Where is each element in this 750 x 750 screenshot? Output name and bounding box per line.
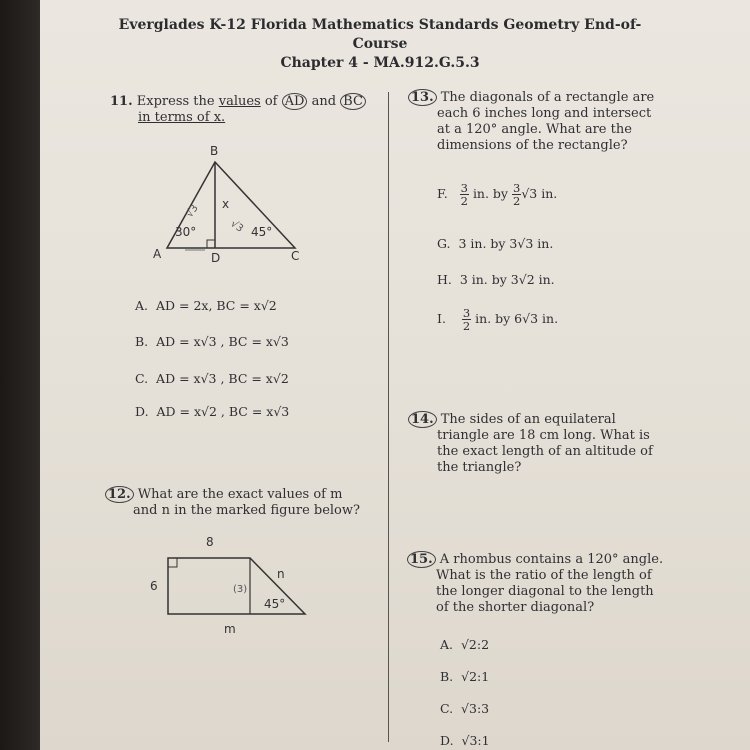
question-text: and xyxy=(307,94,341,109)
choice-text: AD = x√2 , BC = x√3 xyxy=(156,404,290,419)
label-d: D xyxy=(211,251,221,265)
label-n: n xyxy=(277,567,285,581)
header-subtitle: Chapter 4 - MA.912.G.5.3 xyxy=(280,55,480,71)
handwritten-note: √3 xyxy=(184,202,201,220)
question-15 xyxy=(407,552,697,616)
choice-text: √2:1 xyxy=(461,669,490,684)
q15-choice-a[interactable] xyxy=(440,637,489,652)
q11-choice-d[interactable] xyxy=(135,404,289,419)
question-text: at a 120° angle. What are the xyxy=(437,122,632,137)
question-number: 14. xyxy=(408,411,437,428)
question-text: A rhombus contains a 120° angle. xyxy=(439,552,664,567)
underlined-word: values xyxy=(218,94,261,109)
angle-45-label: 45° xyxy=(251,225,273,239)
question-text: What are the exact values of m xyxy=(137,487,343,502)
question-text: the triangle? xyxy=(437,460,522,475)
choice-letter: A. xyxy=(440,637,454,652)
fraction xyxy=(460,182,469,207)
question-text-line2: in terms of x. xyxy=(138,110,226,125)
angle-45-label: 45° xyxy=(264,597,286,611)
q13-choice-i[interactable] xyxy=(437,307,558,332)
question-text: Express the xyxy=(136,94,219,109)
choice-letter: B. xyxy=(440,669,454,684)
angle-30-label: 30° xyxy=(175,225,197,239)
numerator: 3 xyxy=(512,181,521,195)
choice-text: AD = x√3 , BC = x√3 xyxy=(156,334,289,349)
q11-choice-b[interactable] xyxy=(135,334,289,349)
choice-text: AD = x√3 , BC = x√2 xyxy=(156,371,289,386)
question-text: the exact length of an altitude of xyxy=(437,444,653,459)
question-number: 12. xyxy=(105,486,134,503)
question-text: The diagonals of a rectangle are xyxy=(440,90,655,105)
label-b: B xyxy=(210,144,219,158)
denominator: 2 xyxy=(460,194,468,208)
q13-choice-g[interactable] xyxy=(437,236,553,251)
handwritten-note: (3) xyxy=(233,584,248,595)
choice-text: √3 in. xyxy=(521,186,558,201)
question-12 xyxy=(105,487,380,519)
q11-choice-c[interactable] xyxy=(135,371,289,386)
fraction xyxy=(512,182,521,207)
q11-triangle-figure xyxy=(145,140,315,265)
page-header xyxy=(100,16,660,73)
choice-text: in. by 6√3 in. xyxy=(475,311,559,326)
right-angle-mark xyxy=(168,558,177,567)
choice-text: √2:2 xyxy=(460,637,490,652)
choice-letter: H. xyxy=(437,272,452,287)
choice-text: 3 in. by 3√2 in. xyxy=(459,272,555,287)
question-text: of the shorter diagonal? xyxy=(436,600,595,615)
choice-letter: A. xyxy=(135,298,149,313)
question-text: What is the ratio of the length of xyxy=(436,568,652,583)
right-angle-mark xyxy=(207,240,215,248)
question-text: The sides of an equilateral xyxy=(440,412,616,427)
question-number: 13. xyxy=(408,89,437,106)
choice-text: √3:3 xyxy=(461,701,490,716)
q15-choice-d[interactable] xyxy=(440,733,490,748)
question-text-line2: and n in the marked figure below? xyxy=(133,503,360,518)
choice-letter: D. xyxy=(440,733,454,748)
choice-letter: G. xyxy=(437,236,451,251)
q15-choice-b[interactable] xyxy=(440,669,489,684)
choice-text: in. by xyxy=(472,186,508,201)
question-11 xyxy=(110,94,380,126)
choice-text: 3 in. by 3√3 in. xyxy=(458,236,554,251)
header-title: Everglades K-12 Florida Mathematics Standards Geometry End-of-Course xyxy=(118,17,642,52)
choice-text: AD = 2x, BC = x√2 xyxy=(155,298,277,313)
denominator: 2 xyxy=(512,194,521,208)
choice-letter: C. xyxy=(440,701,454,716)
question-text: dimensions of the rectangle? xyxy=(437,138,628,153)
question-14 xyxy=(408,412,688,476)
label-x: x xyxy=(222,197,230,211)
column-divider xyxy=(388,92,389,742)
fraction xyxy=(462,307,471,332)
question-text: the longer diagonal to the length xyxy=(436,584,654,599)
choice-letter: I. xyxy=(437,311,446,326)
q12-trapezoid-figure xyxy=(140,530,320,640)
q15-choice-c[interactable] xyxy=(440,701,489,716)
question-text: each 6 inches long and intersect xyxy=(437,106,652,121)
numerator: 3 xyxy=(460,181,468,195)
circled-bc: BC xyxy=(340,93,366,110)
label-top: 8 xyxy=(206,535,214,549)
question-text: of xyxy=(260,94,282,109)
choice-letter: B. xyxy=(135,334,149,349)
question-number: 15. xyxy=(407,551,436,568)
numerator: 3 xyxy=(462,306,471,320)
label-a: A xyxy=(153,247,162,261)
denominator: 2 xyxy=(462,319,471,333)
label-m: m xyxy=(224,622,236,636)
choice-text: √3:1 xyxy=(461,733,490,748)
q13-choice-f[interactable] xyxy=(437,182,557,207)
handwritten-note: √3 xyxy=(228,218,246,235)
question-text: triangle are 18 cm long. What is xyxy=(437,428,650,443)
label-left: 6 xyxy=(150,579,158,593)
q13-choice-h[interactable] xyxy=(437,272,555,287)
question-13 xyxy=(408,90,678,154)
q11-choice-a[interactable] xyxy=(135,298,277,313)
choice-letter: F. xyxy=(437,186,448,201)
label-c: C xyxy=(291,249,300,263)
choice-letter: C. xyxy=(135,371,149,386)
circled-ad: AD xyxy=(282,93,308,110)
question-number: 11. xyxy=(110,94,133,109)
choice-letter: D. xyxy=(135,404,149,419)
